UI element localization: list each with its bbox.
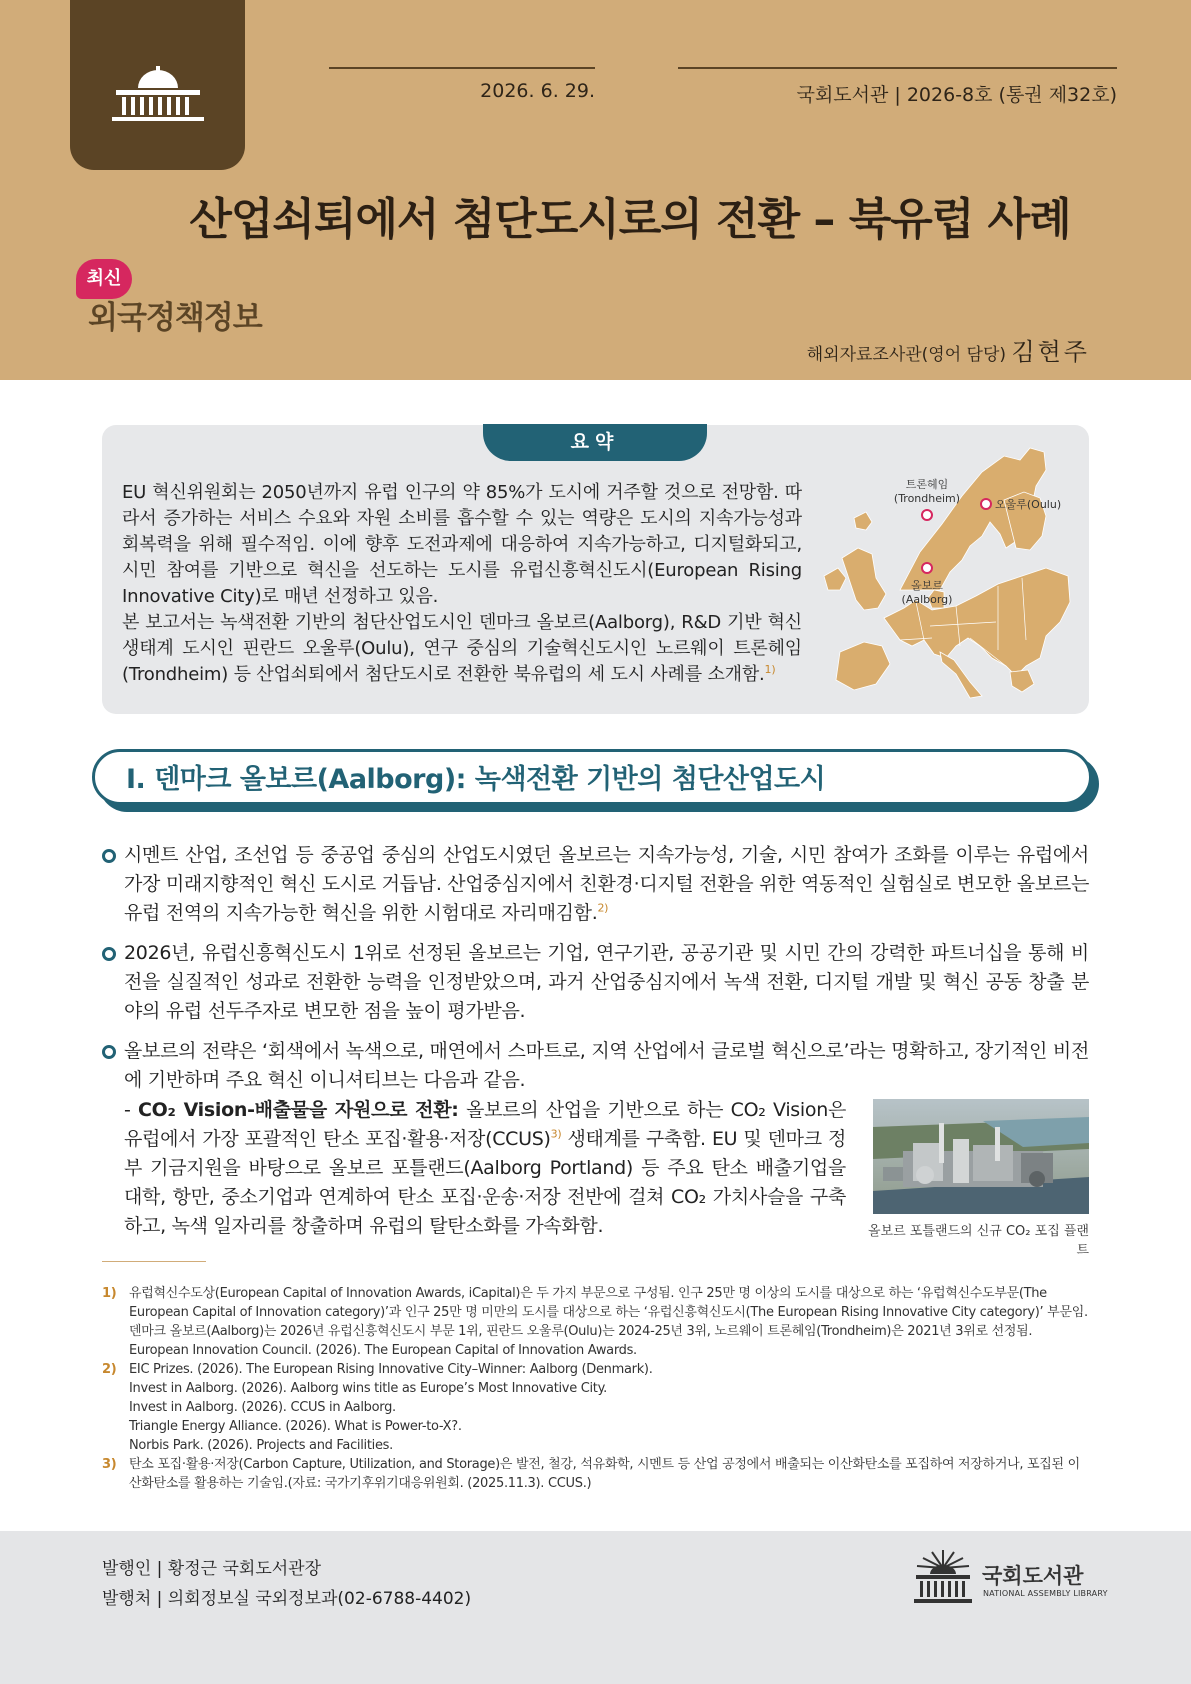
summary-paragraph-1: EU 혁신위원회는 2050년까지 유럽 인구의 약 85%가 도시에 거주할 것으로 전망함. 따라서 증가하는 서비스 수요와 자원 소비를 흡수할 수 있는 역량은 도시의 지속가능성과 회복력을 위해 필수적임. 이에 향후 도전과제에 대응하여 지속가능하고, 디지털화되고, 시민 참여를 기반으로 혁신을 선도하는 도시를 유럽신흥혁신도시(European Rising Innovative City)로 매년 선정하고 있음. <box>122 482 802 607</box>
issue-number: 국회도서관 | 2026-8호 (통권 제32호) <box>796 84 1117 106</box>
library-logo-icon <box>912 1548 974 1606</box>
sub-item-text-a: 올보르의 산업을 기반으로 하는 CO₂ Vision은 유럽에서 가장 포괄적인 탄소 포집·활용·저장(CCUS) <box>124 1099 846 1150</box>
footnote-ref-2[interactable]: 2) <box>597 901 609 915</box>
footnote-divider <box>102 1261 206 1262</box>
new-badge: 최신 <box>76 259 132 299</box>
footnote <box>102 1455 1089 1493</box>
footnote-number: 2) <box>102 1362 117 1377</box>
library-name-en: NATIONAL ASSEMBLY LIBRARY <box>983 1589 1108 1598</box>
footnote <box>102 1360 1089 1455</box>
footnote-line: Invest in Aalborg. (2026). CCUS in Aalborg. <box>129 1400 396 1415</box>
plant-photo <box>873 1099 1089 1214</box>
footnote-line: Norbis Park. (2026). Projects and Facilities. <box>129 1438 393 1453</box>
header-rule-right <box>678 67 1117 69</box>
footnote-ref-3[interactable]: 3) <box>550 1127 562 1141</box>
sub-item-co2-vision <box>124 1096 846 1241</box>
issuer-line: 발행처 | 의회정보실 국외정보과(02-6788-4402) <box>102 1589 472 1609</box>
summary-paragraph-2-text: 본 보고서는 녹색전환 기반의 첨단산업도시인 덴마크 올보르(Aalborg), R&D 기반 혁신 생태계 도시인 핀란드 오울루(Oulu), 연구 중심의 기술혁신도시인 노르웨이 트론헤임(Trondheim) 등 산업쇠퇴에서 첨단도시로 전환한 북유럽의 세 도시 사례를 소개함. <box>122 612 802 685</box>
bullet-ring-icon <box>102 849 116 863</box>
footnote-line: Triangle Energy Alliance. (2026). What is Power-to-X?. <box>129 1419 462 1434</box>
list-item <box>102 841 1089 928</box>
series-name: 외국정책정보 <box>88 300 262 336</box>
bullet-text: 올보르의 전략은 ‘회색에서 녹색으로, 매연에서 스마트로, 지역 산업에서 글로벌 혁신으로’라는 명확하고, 장기적인 비전에 기반하며 주요 혁신 이니셔티브는 다음과 같음. <box>124 1040 1089 1091</box>
author-line <box>700 332 1090 367</box>
list-item <box>102 1037 1089 1095</box>
sub-item-text-b: 생태계를 구축함. EU 및 덴마크 정부 기금지원을 바탕으로 올보르 포틀랜드(Aalborg Portland) 등 주요 탄소 배출기업을 대학, 항만, 중소기업과 연계하여 탄소 포집·운송·저장 전반에 걸쳐 CO₂ 가치사슬을 구축하고, 녹색 일자리를 창출하며 유럽의 탈탄소화를 가속화함. <box>124 1128 846 1237</box>
author-name: 김현주 <box>1011 338 1090 366</box>
footnote-line: European Innovation Council. (2026). The European Capital of Innovation Awards. <box>129 1343 637 1358</box>
page-title: 산업쇠퇴에서 첨단도시로의 전환 – 북유럽 사례 <box>189 194 1071 245</box>
publisher-info <box>102 1554 471 1614</box>
bullet-text: 시멘트 산업, 조선업 등 중공업 중심의 산업도시였던 올보르는 지속가능성, 기술, 시민 참여가 조화를 이루는 유럽에서 가장 미래지향적인 혁신 도시로 거듭남. 산업중심지에서 친환경·디지털 전환을 위한 역동적인 실험실로 변모한 올보르는 유럽 전역의 지속가능한 혁신을 위한 시험대로 자리매김함. <box>124 844 1090 924</box>
list-item <box>102 939 1089 1026</box>
map-label-oulu: 오울루(Oulu) <box>995 498 1062 511</box>
footnote-line: 유럽혁신수도상(European Capital of Innovation Awards, iCapital)은 두 가지 부문으로 구성됨. 인구 25만 명 이상의 도시를 대상으로 하는 ‘유럽혁신수도부문(The European Capital of Innovation category)’과 인구 25만 명 미만의 도시를 대상으로 하는 ‘유럽신흥혁신도시(The European Rising Innovative City category)’ 부문임. 덴마크 올보르(Aalborg)는 2026년 유럽신흥혁신도시 부문 1위, 핀란드 오울루(Oulu)는 2024-25년 3위, 노르웨이 트론헤임(Trondheim)은 2021년 3위로 선정됨. <box>129 1286 1088 1339</box>
header-rule-left <box>329 67 595 69</box>
bullet-ring-icon <box>102 947 116 961</box>
map-label-trondheim-ko: 트론헤임 <box>905 478 949 491</box>
sub-item-lead: CO₂ Vision-배출물을 자원으로 전환: <box>138 1099 459 1121</box>
library-name: 국회도서관 <box>982 1564 1084 1588</box>
footnote-line: EIC Prizes. (2026). The European Rising Innovative City–Winner: Aalborg (Denmark). <box>129 1362 653 1377</box>
bullet-ring-icon <box>102 1045 116 1059</box>
europe-map <box>820 440 1075 700</box>
footnote-line: 탄소 포집·활용·저장(Carbon Capture, Utilization, and Storage)은 발전, 철강, 석유화학, 시멘트 등 산업 공정에서 배출되는 이산화탄소를 포집하여 저장하거나, 포집된 이산화탄소를 활용하는 기술임.(자료: 국가기후위기대응위원회. (2025.11.3). CCUS.) <box>129 1457 1080 1491</box>
publisher-line: 발행인 | 황정근 국회도서관장 <box>102 1559 322 1579</box>
map-label-aalborg-ko: 올보르 <box>911 579 943 592</box>
author-role: 해외자료조사관(영어 담당) <box>806 345 1007 365</box>
photo-caption: 올보르 포틀랜드의 신규 CO₂ 포집 플랜트 <box>868 1224 1089 1258</box>
logo-tab <box>70 0 245 170</box>
footnote <box>102 1284 1089 1360</box>
bullet-list <box>102 841 1089 1106</box>
footnote-line: Invest in Aalborg. (2026). Aalborg wins title as Europe’s Most Innovative City. <box>129 1381 607 1396</box>
section-title: Ⅰ. 덴마크 올보르(Aalborg): 녹색전환 기반의 첨단산업도시 <box>126 764 826 795</box>
summary-tab: 요약 <box>483 424 707 461</box>
bullet-text: 2026년, 유럽신흥혁신도시 1위로 선정된 올보르는 기업, 연구기관, 공공기관 및 시민 간의 강력한 파트너십을 통해 비전을 실질적인 성과로 전환한 능력을 인정받았으며, 과거 산업중심지에서 녹색 전환, 디지털 개발 및 혁신 공동 창출 분야의 유럽 선두주자로 변모한 점을 높이 평가받음. <box>124 942 1089 1022</box>
map-label-aalborg-en: (Aalborg) <box>901 593 953 606</box>
map-label-trondheim-en: (Trondheim) <box>893 492 961 505</box>
summary-paragraph-2 <box>122 610 802 688</box>
sub-item-dash: - <box>124 1099 139 1121</box>
footnote-ref-1[interactable]: 1) <box>764 663 776 676</box>
summary-text <box>122 480 802 688</box>
footnote-number: 1) <box>102 1286 117 1301</box>
footnote-number: 3) <box>102 1457 117 1472</box>
assembly-building-icon <box>108 66 208 126</box>
publication-date: 2026. 6. 29. <box>480 80 595 102</box>
footnotes <box>102 1284 1089 1493</box>
